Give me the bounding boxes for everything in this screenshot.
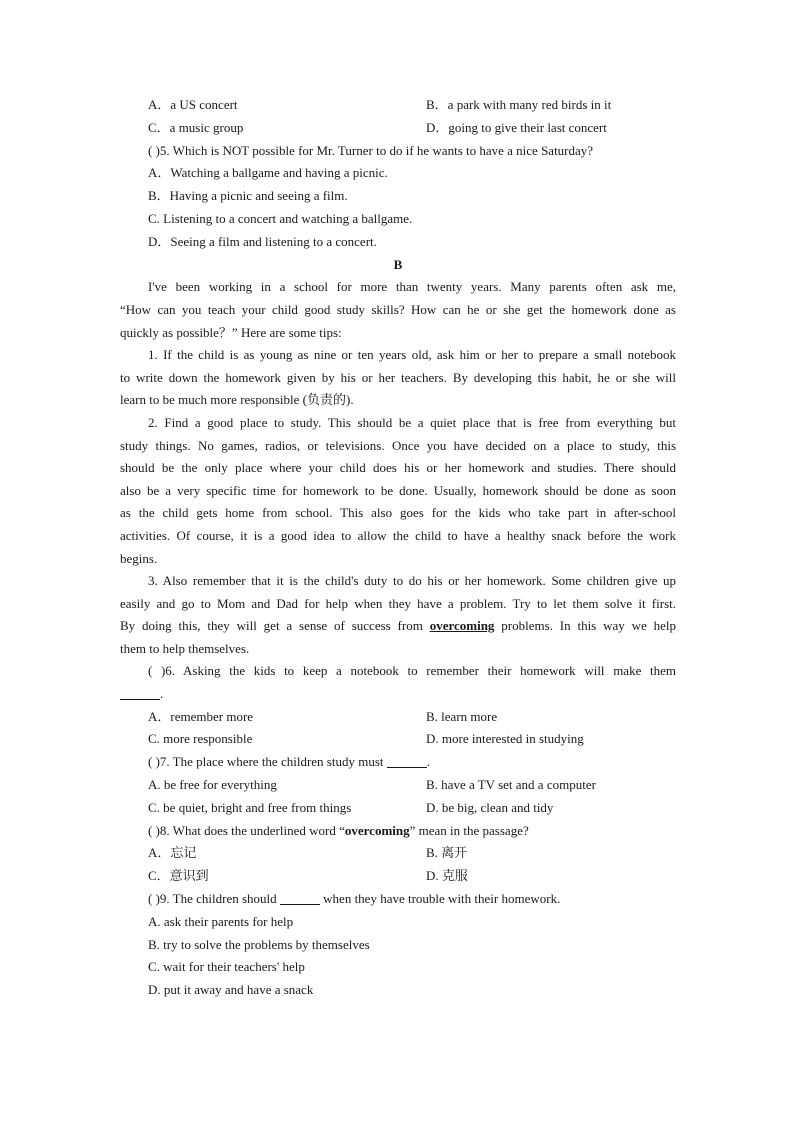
q7-stem-line bbox=[120, 751, 676, 774]
q5-option-c[interactable]: C. Listening to a concert and watching a ballgame. bbox=[148, 210, 413, 226]
q4-option-a[interactable]: A．a US concert bbox=[148, 97, 238, 112]
q7-option-d[interactable]: D. be big, clean and tidy bbox=[426, 799, 554, 815]
q6-stem: ( )6. Asking the kids to keep a notebook to remember their homework will make them bbox=[148, 663, 676, 679]
q8-stem-post: ” mean in the passage? bbox=[409, 822, 529, 838]
q9-option-d[interactable]: D. put it away and have a snack bbox=[148, 982, 314, 998]
q6-option-d[interactable]: D. more interested in studying bbox=[426, 731, 584, 747]
intro-line-3: quickly as possible？” Here are some tips: bbox=[120, 324, 342, 340]
q6-option-a[interactable]: A．remember more bbox=[148, 708, 254, 724]
tip3-line-4: them to help themselves. bbox=[120, 640, 250, 656]
q7-stem: ( )7. The place where the children study must bbox=[148, 754, 384, 770]
q9-stem-pre: ( )9. The children should bbox=[148, 891, 277, 907]
q4-options-row-2 bbox=[120, 117, 676, 140]
q7-answer-blank[interactable] bbox=[387, 753, 427, 768]
q8-stem-word: overcoming bbox=[344, 822, 410, 838]
tip2-line-7: begins. bbox=[120, 550, 158, 566]
intro-paragraph bbox=[120, 276, 676, 344]
q8-option-c[interactable]: C．意识到 bbox=[148, 868, 209, 884]
q5-option-a[interactable]: A．Watching a ballgame and having a picnic. bbox=[148, 165, 388, 181]
q7-options-row-2 bbox=[120, 797, 676, 820]
q9-option-a[interactable]: A. ask their parents for help bbox=[148, 913, 294, 929]
q8-option-b[interactable]: B. 离开 bbox=[426, 845, 468, 861]
q5-stem: ( )5. Which is NOT possible for Mr. Turner to do if he wants to have a nice Saturday? bbox=[148, 142, 594, 158]
intro-line-1: I've been working in a school for more than twenty years. Many parents often ask me, bbox=[148, 279, 676, 295]
q6-stem-block bbox=[120, 660, 676, 705]
q6-stem-end-line bbox=[120, 683, 676, 706]
q4-option-c[interactable]: C．a music group bbox=[148, 119, 244, 135]
q9-stem-line bbox=[120, 888, 676, 911]
q6-answer-blank[interactable] bbox=[120, 685, 160, 700]
q4-option-b[interactable]: B．a park with many red birds in it bbox=[426, 97, 612, 112]
tip-3-paragraph bbox=[120, 570, 676, 660]
q9-answer-blank[interactable] bbox=[280, 890, 320, 905]
q7-stem-end: . bbox=[426, 754, 430, 770]
tip1-line-1: 1. If the child is as young as nine or ten years old, ask him or her to prepare a small notebook bbox=[148, 347, 676, 363]
tip1-line-3: learn to be much more responsible (负责的). bbox=[120, 392, 354, 408]
q5-option-b[interactable]: B．Having a picnic and seeing a film. bbox=[148, 188, 348, 204]
q9-option-b[interactable]: B. try to solve the problems by themselves bbox=[148, 936, 370, 952]
tip3-line-3 bbox=[120, 615, 676, 638]
tip1-line-2: to write down the homework given by his or her teachers. By developing this habit, he or she will bbox=[120, 369, 676, 385]
q4-option-d[interactable]: D．going to give their last concert bbox=[426, 119, 607, 135]
intro-line-2: “How can you teach your child good study skills? How can he or she get the homework done as bbox=[120, 301, 676, 317]
q7-option-b[interactable]: B. have a TV set and a computer bbox=[426, 777, 596, 793]
tip2-line-3: should be the only place where your child does his or her homework and studies. There should bbox=[120, 460, 676, 476]
tip3-line-3-pre: By doing this, they will get a sense of success from bbox=[120, 618, 430, 634]
section-b-heading: B bbox=[393, 256, 403, 272]
q8-options-row-1 bbox=[120, 842, 676, 865]
tip2-line-4: also be a very specific time for homework to be done. Usually, homework should be done as soon bbox=[120, 482, 676, 498]
q8-option-a[interactable]: A．忘记 bbox=[148, 845, 197, 861]
tip3-line-2: easily and go to Mom and Dad for help when they have a problem. Try to let them solve it first. bbox=[120, 595, 676, 611]
tip3-line-3-post: problems. In this way we help bbox=[494, 618, 676, 634]
q8-stem-line bbox=[120, 820, 676, 843]
worksheet-page bbox=[120, 94, 676, 1002]
q9-option-c[interactable]: C. wait for their teachers' help bbox=[148, 959, 305, 975]
q9-stem-post: when they have trouble with their homework. bbox=[319, 891, 561, 907]
q8-option-d[interactable]: D. 克服 bbox=[426, 868, 468, 884]
q8-options-row-2 bbox=[120, 865, 676, 888]
q7-option-c[interactable]: C. be quiet, bright and free from things bbox=[148, 799, 352, 815]
tip-1-paragraph bbox=[120, 344, 676, 412]
q7-option-a[interactable]: A. be free for everything bbox=[148, 777, 277, 793]
tip3-line-1: 3. Also remember that it is the child's duty to do his or her homework. Some children give up bbox=[148, 573, 676, 589]
tip2-line-5: as the child gets home from school. This also goes for the kids who take part in after-school bbox=[120, 505, 676, 521]
tip-2-paragraph bbox=[120, 412, 676, 570]
q4-options-row-1 bbox=[120, 94, 676, 117]
q5-option-d[interactable]: D．Seeing a film and listening to a concert. bbox=[148, 233, 377, 249]
q6-option-c[interactable]: C. more responsible bbox=[148, 731, 253, 747]
q6-option-b[interactable]: B. learn more bbox=[426, 708, 498, 724]
q6-stem-end: . bbox=[160, 686, 164, 702]
tip2-line-2: study things. No games, radios, or televisions. Once you have decided on a place to study, this bbox=[120, 437, 676, 453]
q7-options-row-1 bbox=[120, 774, 676, 797]
tip2-line-1: 2. Find a good place to study. This should be a quiet place that is free from everything but bbox=[148, 414, 676, 430]
q6-options-row-2 bbox=[120, 728, 676, 751]
tip2-line-6: activities. Of course, it is a good idea to allow the child to have a healthy snack before the work bbox=[120, 527, 676, 543]
q6-options-row-1 bbox=[120, 706, 676, 729]
q8-stem-pre: ( )8. What does the underlined word “ bbox=[148, 822, 345, 838]
underlined-word-overcoming: overcoming bbox=[429, 618, 495, 634]
